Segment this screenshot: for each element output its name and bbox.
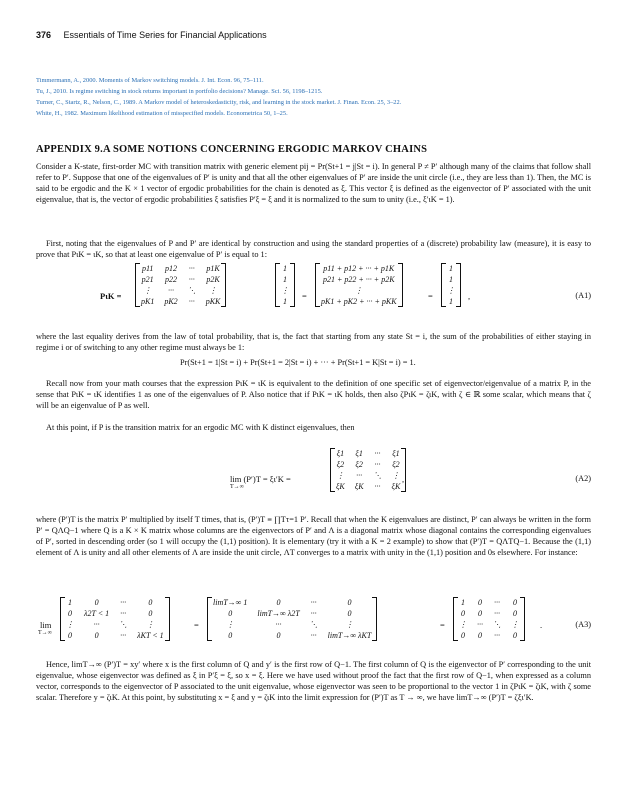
- eq-a1-matrix-p: p11 p12 ··· p1K p21 p22 ··· p2K ⋮ ··· ⋱ ⋮ pK1 pK2 ··· pKK: [135, 263, 226, 307]
- eq-a2-label: (A2): [575, 474, 591, 483]
- appendix-heading: APPENDIX 9.A SOME NOTIONS CONCERNING ERGODIC MARKOV CHAINS: [36, 144, 428, 155]
- reference-item[interactable]: Tu, J., 2010. Is regime switching in stock returns important in portfolio decisions? Manage. Sci. 56, 1198–1215.: [36, 88, 323, 95]
- eq-a3-period: .: [540, 620, 543, 630]
- eq-a3-equals: =: [194, 620, 199, 630]
- eq-a1-equals: =: [302, 291, 307, 301]
- paragraph-2: First, noting that the eigenvalues of P and P′ are identical by construction and using the standard properties of a (discrete) probability law (measure), it is easy to prove that PιK = ιK, so that at least one eigenvalue of P′ is equal to 1:: [36, 239, 591, 259]
- eq-a2-sub: T→∞: [230, 484, 244, 490]
- running-header: [36, 30, 267, 40]
- paragraph-1: Consider a K-state, first-order MC with transition matrix with generic element pij = Pr(St+1 = j|St = i). In general P ≠ P′ although many of the claims that follow shall refer to P′. Suppose that one of the eigenvalues of P′ is unity and that all the other eigenvalues of P′ are inside the unit circle (i.e., they are less than 1). Then, the MC is said to be ergodic and the K × 1 vector of ergodic probabilities for the chain is denoted as ξ. This vector ξ is defined as the eigenvector of P′ associated with the unit eigenvalue, that is, the vector of ergodic probabilities ξ satisfies P′ξ = ξ and it is normalized to the sum to unity (i.e., ξ′ιK = 1).: [36, 162, 591, 204]
- paragraph-5: At this point, if P is the transition matrix for an ergodic MC with K distinct eigenvalues, then: [46, 423, 355, 432]
- reference-item[interactable]: White, H., 1982. Maximum likelihood estimation of misspecified models. Econometrica 50, 1–25.: [36, 110, 288, 117]
- reference-item[interactable]: Timmermann, A., 2000. Moments of Markov switching models. J. Int. Econ. 96, 75–111.: [36, 77, 264, 84]
- running-title: Essentials of Time Series for Financial Applications: [63, 30, 267, 40]
- eq-a3-label: (A3): [575, 620, 591, 629]
- eq-a3-lambda-power: 1 0 ··· 0 0 λ2T < 1 ··· 0 ⋮ ··· ⋱ ⋮ 0 0 ··· λKT < 1: [60, 597, 170, 641]
- eq-a2-lhs: lim (P′)T = ξι′K =: [230, 474, 291, 484]
- reference-list: [36, 75, 596, 119]
- reference-item[interactable]: Turner, C., Startz, R., Nelson, C., 1989. A Markov model of heteroskedasticity, risk, and learning in the stock market. J. Finan. Econ. 25, 3–22.: [36, 99, 402, 106]
- eq-a1-label: (A1): [575, 291, 591, 300]
- eq-a3-lim: lim: [40, 620, 52, 630]
- eq-a1-ones-vector: 1 1 ⋮ 1: [275, 263, 295, 307]
- paragraph-7: Hence, limT→∞ (P′)T = xy′ where x is the first column of Q and y′ is the first row of Q−1. The first column of Q is the eigenvector of P′ corresponding to the unit eigenvalue, whose eigenvector was defined as ξ in P′ξ = ξ, so x = ξ. Here we have used without proof the fact that the first row of Q−1, when expressed as a column vector, corresponds to the eigenvector of P associated to the unit eigenvalue, whose eigenvector was seen to be proportional to the vector 1 in ζPιK = ζιK, with ζ some scalar. Therefore y = ζιK. At this point, by substituting x = ξ and y = ζιK into the limit expression for (P′)T as T → ∞, we have limT→∞ (P′)T = ζξι′K.: [36, 660, 591, 702]
- eq-a3-equals-2: =: [440, 620, 445, 630]
- paragraph-4: Recall now from your math courses that the expression PιK = ιK is equivalent to the definition of one specific set of eigenvector/eigenvalue of a matrix P, in the sense that PιK = ιK identifies 1 as one of the eigenvalues of P. Also notice that if PιK = ιK holds, then also ζPιK = ζιK, with ζ ∈ ℝ some scalar, which means that ζ will be an eigenvalue of P as well.: [36, 379, 591, 410]
- eq-a1-row-sums: p11 + p12 + ··· + p1K p21 + p22 + ··· + p2K ⋮ pK1 + pK2 + ··· + pKK: [315, 263, 403, 307]
- paragraph-3: where the last equality derives from the law of total probability, that is, the fact that starting from any state St = i, the sum of the probabilities of either staying in regime i or of switching to any other regime must always be 1:: [36, 332, 591, 352]
- total-probability-equation: Pr(St+1 = 1|St = i) + Pr(St+1 = 2|St = i) + ··· + Pr(St+1 = K|St = i) = 1.: [180, 358, 416, 367]
- page-number: 376: [36, 30, 52, 40]
- eq-a1-lhs: PιK =: [100, 291, 122, 301]
- eq-a1-result: 1 1 ⋮ 1: [441, 263, 461, 307]
- eq-a3-result-matrix: 1 0 ··· 0 0 0 ··· 0 ⋮ ··· ⋱ ⋮ 0 0 ··· 0: [453, 597, 525, 641]
- eq-a1-equals-2: =: [428, 291, 433, 301]
- eq-a3-limit-matrix: limT→∞ 1 0 ··· 0 0 limT→∞ λ2T ··· 0 ⋮ ··· ⋱ ⋮ 0 0 ··· limT→∞ λKT: [207, 597, 377, 641]
- eq-a1-comma: ,: [468, 291, 471, 301]
- eq-a3-sub: T→∞: [38, 630, 52, 636]
- eq-a2-comma: ,: [402, 474, 405, 484]
- paragraph-6: where (P′)T is the matrix P′ multiplied by itself T times, that is, (P′)T ≡ ∏Tτ=1 P′. Recall that when the K eigenvalues are distinct, P′ can always be written in the form P′ = QΛQ−1 where Q is a K × K matrix whose columns are the eigenvectors of P′ and Λ is a diagonal matrix whose diagonal contains the corresponding eigenvalues of P′, sorted in descending order (so 1 will occupy the (1,1) position). It is elementary (try it with a K = 2 example) to show that (P′)T = QΛTQ−1. Because the (1,1) element of Λ is unity and all other elements of Λ are inside the unit circle, ΛT converges to a matrix with unity in the (1,1) position and 0s elsewhere. For instance:: [36, 515, 591, 557]
- eq-a2-matrix: ξ1 ξ1 ··· ξ1 ξ2 ξ2 ··· ξ2 ⋮ ··· ⋱ ⋮ ξK ξK ··· ξK: [330, 448, 406, 492]
